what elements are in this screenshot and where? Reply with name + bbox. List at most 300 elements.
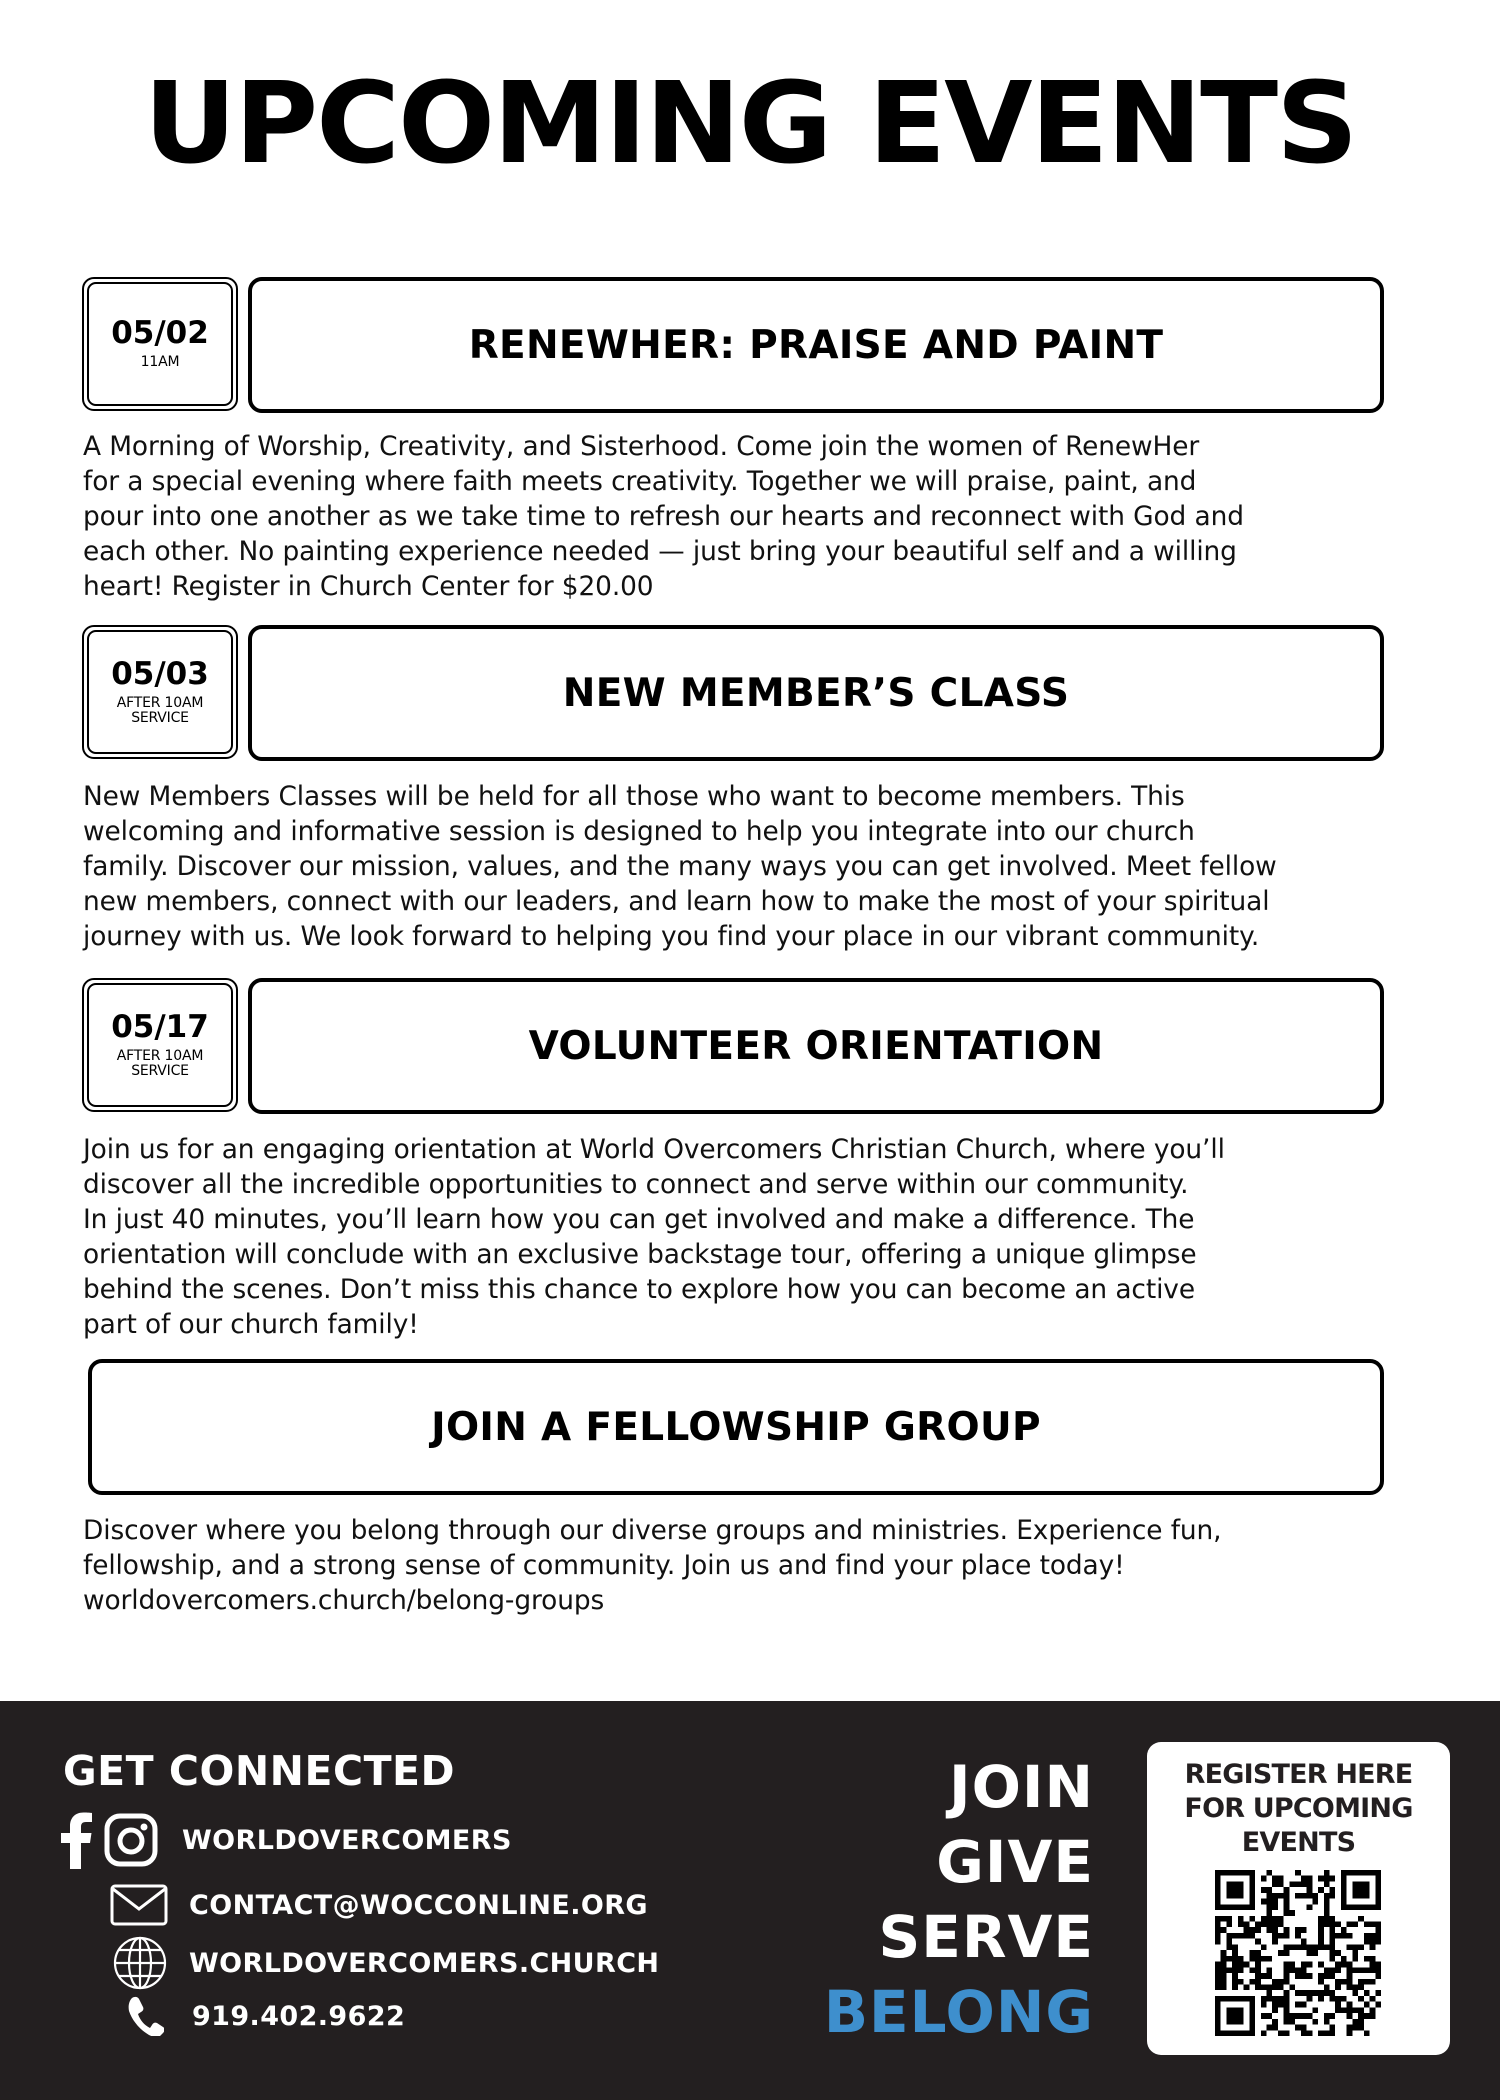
qr-module <box>1232 1956 1238 1962</box>
qr-module <box>1255 1967 1261 1973</box>
qr-register-card[interactable] <box>1147 1742 1450 2055</box>
qr-module <box>1232 2019 1238 2025</box>
qr-module <box>1261 1973 1267 1979</box>
event-time: 11AM <box>140 354 180 371</box>
qr-module <box>1364 1979 1370 1985</box>
qr-module <box>1284 1973 1290 1979</box>
qr-module <box>1232 1904 1238 1910</box>
qr-module <box>1249 1996 1255 2002</box>
qr-module <box>1312 1899 1318 1905</box>
qr-module <box>1289 2019 1295 2025</box>
qr-module <box>1324 2013 1330 2019</box>
qr-module <box>1278 2030 1284 2036</box>
qr-module <box>1249 1956 1255 1962</box>
qr-module <box>1341 1881 1347 1887</box>
qr-module <box>1307 2030 1313 2036</box>
event-title-bar <box>248 277 1384 413</box>
qr-module <box>1238 1904 1244 1910</box>
qr-module <box>1284 1899 1290 1905</box>
qr-module <box>1284 2019 1290 2025</box>
qr-module <box>1278 1984 1284 1990</box>
qr-module <box>1301 1962 1307 1968</box>
qr-module <box>1358 1996 1364 2002</box>
qr-module <box>1329 1990 1335 1996</box>
qr-module <box>1341 1927 1347 1933</box>
qr-module <box>1358 2019 1364 2025</box>
qr-module <box>1238 1933 1244 1939</box>
qr-module <box>1232 1950 1238 1956</box>
qr-module <box>1261 1996 1267 2002</box>
event-title: JOIN A FELLOWSHIP GROUP <box>431 1404 1041 1450</box>
qr-module <box>1232 2007 1238 2013</box>
qr-module <box>1226 1870 1232 1876</box>
qr-module <box>1364 1967 1370 1973</box>
qr-module <box>1352 1967 1358 1973</box>
qr-module <box>1272 1916 1278 1922</box>
qr-module <box>1238 2013 1244 2019</box>
qr-module <box>1272 1904 1278 1910</box>
qr-module <box>1226 1933 1232 1939</box>
qr-module <box>1221 1956 1227 1962</box>
qr-module <box>1347 1962 1353 1968</box>
qr-module <box>1284 1904 1290 1910</box>
slogan-join: JOIN <box>948 1753 1094 1821</box>
qr-module <box>1312 1944 1318 1950</box>
qr-module <box>1255 1956 1261 1962</box>
qr-module <box>1261 2002 1267 2008</box>
qr-module <box>1352 2025 1358 2031</box>
qr-module <box>1312 2007 1318 2013</box>
qr-module <box>1307 1893 1313 1899</box>
qr-module <box>1301 2030 1307 2036</box>
qr-module <box>1301 1973 1307 1979</box>
qr-module <box>1341 1887 1347 1893</box>
qr-module <box>1238 1916 1244 1922</box>
qr-module <box>1249 1904 1255 1910</box>
qr-module <box>1307 2013 1313 2019</box>
qr-module <box>1284 1990 1290 1996</box>
qr-module <box>1318 2030 1324 2036</box>
qr-module <box>1244 2030 1250 2036</box>
qr-module <box>1335 2002 1341 2008</box>
qr-module <box>1255 1973 1261 1979</box>
qr-module <box>1295 2013 1301 2019</box>
qr-module <box>1215 2019 1221 2025</box>
qr-module <box>1261 1916 1267 1922</box>
qr-module <box>1370 1944 1376 1950</box>
facebook-icon[interactable] <box>60 1811 92 1869</box>
event-time: AFTER 10AM SERVICE <box>116 1047 204 1079</box>
qr-module <box>1364 1881 1370 1887</box>
qr-module <box>1272 1922 1278 1928</box>
qr-module <box>1295 2025 1301 2031</box>
contact-email[interactable] <box>110 1884 648 1926</box>
qr-module <box>1232 1962 1238 1968</box>
qr-module <box>1284 1962 1290 1968</box>
qr-module <box>1221 2030 1227 2036</box>
qr-module <box>1347 2007 1353 2013</box>
qr-module <box>1347 1967 1353 1973</box>
qr-module <box>1370 1967 1376 1973</box>
qr-module <box>1341 2007 1347 2013</box>
qr-module <box>1370 1870 1376 1876</box>
qr-module <box>1215 1899 1221 1905</box>
qr-module <box>1341 1933 1347 1939</box>
qr-module <box>1215 1996 1221 2002</box>
event-description: New Members Classes will be held for all those who want to become members. This welcoming and informative session is designed to help you integrate into our church family. Discover our mission, values, and the many ways you can get involved. Meet fellow new members, connect with our leaders, and learn how to make the most of your spiritual journey with us. We look forward to helping you find your place in our vibrant community. <box>83 781 1277 952</box>
qr-module <box>1267 1927 1273 1933</box>
qr-module <box>1318 1979 1324 1985</box>
qr-module <box>1370 1939 1376 1945</box>
qr-module <box>1249 2002 1255 2008</box>
qr-module <box>1215 1939 1221 1945</box>
qr-module <box>1370 1933 1376 1939</box>
qr-module <box>1335 1950 1341 1956</box>
qr-module <box>1255 1922 1261 1928</box>
qr-module <box>1375 1876 1381 1882</box>
qr-module <box>1267 1922 1273 1928</box>
qr-module <box>1329 1944 1335 1950</box>
qr-module <box>1267 1956 1273 1962</box>
qr-module <box>1347 2002 1353 2008</box>
qr-module <box>1249 1916 1255 1922</box>
qr-module <box>1261 2030 1267 2036</box>
qr-module <box>1244 1870 1250 1876</box>
qr-module <box>1301 1990 1307 1996</box>
qr-module <box>1284 1933 1290 1939</box>
qr-module <box>1375 1933 1381 1939</box>
qr-module <box>1329 2013 1335 2019</box>
qr-module <box>1238 1893 1244 1899</box>
qr-module <box>1335 1933 1341 1939</box>
qr-module <box>1232 1893 1238 1899</box>
qr-module <box>1272 2007 1278 2013</box>
qr-module <box>1226 2030 1232 2036</box>
qr-module <box>1232 1996 1238 2002</box>
qr-module <box>1226 1967 1232 1973</box>
qr-module <box>1238 1881 1244 1887</box>
qr-module <box>1289 2013 1295 2019</box>
email-link[interactable]: CONTACT@WOCCONLINE.ORG <box>189 1889 648 1921</box>
qr-module <box>1295 1927 1301 1933</box>
qr-module <box>1215 2007 1221 2013</box>
qr-module <box>1278 1996 1284 2002</box>
qr-module <box>1341 1870 1347 1876</box>
qr-module <box>1267 1916 1273 1922</box>
qr-module <box>1307 1990 1313 1996</box>
qr-module <box>1244 1927 1250 1933</box>
qr-module <box>1295 1893 1301 1899</box>
qr-module <box>1238 1967 1244 1973</box>
qr-module <box>1324 1899 1330 1905</box>
qr-module <box>1244 1904 1250 1910</box>
qr-module <box>1278 1979 1284 1985</box>
qr-module <box>1232 1973 1238 1979</box>
qr-module <box>1341 1899 1347 1905</box>
qr-module <box>1226 2019 1232 2025</box>
qr-module <box>1221 1996 1227 2002</box>
qr-module <box>1301 2013 1307 2019</box>
qr-module <box>1295 1881 1301 1887</box>
qr-module <box>1375 1967 1381 1973</box>
qr-module <box>1352 1950 1358 1956</box>
qr-module <box>1289 1910 1295 1916</box>
qr-module <box>1324 1973 1330 1979</box>
qr-code[interactable] <box>1215 1870 1381 2036</box>
qr-module <box>1329 1876 1335 1882</box>
qr-module <box>1324 1904 1330 1910</box>
qr-module <box>1226 1916 1232 1922</box>
contact-social[interactable] <box>60 1811 512 1869</box>
qr-module <box>1238 2019 1244 2025</box>
qr-module <box>1215 1881 1221 1887</box>
slogan-serve: SERVE <box>878 1903 1094 1971</box>
qr-module <box>1261 1984 1267 1990</box>
qr-module <box>1370 2007 1376 2013</box>
qr-module <box>1284 2030 1290 2036</box>
event-title: VOLUNTEER ORIENTATION <box>528 1023 1104 1069</box>
qr-module <box>1232 1984 1238 1990</box>
event-date-box <box>82 277 238 411</box>
qr-module <box>1364 1922 1370 1928</box>
event-title-bar <box>88 1359 1384 1495</box>
qr-module <box>1255 1979 1261 1985</box>
instagram-icon[interactable] <box>104 1813 158 1867</box>
qr-module <box>1284 1910 1290 1916</box>
qr-register-label: REGISTER HERE FOR UPCOMING EVENTS <box>1184 1759 1413 1858</box>
qr-module <box>1375 1973 1381 1979</box>
qr-module <box>1329 1950 1335 1956</box>
qr-module <box>1226 1944 1232 1950</box>
qr-module <box>1329 1973 1335 1979</box>
qr-module <box>1318 1927 1324 1933</box>
qr-module <box>1284 1887 1290 1893</box>
slogan-give: GIVE <box>936 1828 1094 1896</box>
qr-module <box>1301 1939 1307 1945</box>
qr-module <box>1238 1887 1244 1893</box>
qr-module <box>1284 2007 1290 2013</box>
qr-module <box>1278 1922 1284 1928</box>
qr-module <box>1215 2030 1221 2036</box>
qr-module <box>1215 1887 1221 1893</box>
qr-module <box>1335 1996 1341 2002</box>
event-date: 05/03 <box>111 655 209 692</box>
event-title: RENEWHER: PRAISE AND PAINT <box>468 322 1164 368</box>
qr-module <box>1267 1984 1273 1990</box>
qr-module <box>1232 1881 1238 1887</box>
qr-module <box>1352 1922 1358 1928</box>
qr-module <box>1249 2007 1255 2013</box>
contact-phone[interactable] <box>128 1996 405 2036</box>
qr-module <box>1329 1927 1335 1933</box>
qr-module <box>1358 1916 1364 1922</box>
qr-module <box>1324 1893 1330 1899</box>
contact-website[interactable] <box>112 1935 659 1991</box>
qr-module <box>1272 1933 1278 1939</box>
qr-module <box>1255 1939 1261 1945</box>
qr-module <box>1238 1979 1244 1985</box>
qr-module <box>1267 1899 1273 1905</box>
qr-module <box>1215 1916 1221 1922</box>
qr-module <box>1238 1962 1244 1968</box>
qr-module <box>1324 1990 1330 1996</box>
slogan-belong: BELONG <box>823 1978 1094 2046</box>
qr-module <box>1284 1927 1290 1933</box>
qr-module <box>1375 1899 1381 1905</box>
qr-module <box>1284 2013 1290 2019</box>
qr-module <box>1284 1979 1290 1985</box>
qr-module <box>1272 1876 1278 1882</box>
qr-module <box>1352 1904 1358 1910</box>
qr-module <box>1329 2025 1335 2031</box>
qr-module <box>1324 1922 1330 1928</box>
qr-module <box>1278 1876 1284 1882</box>
qr-module <box>1364 1904 1370 1910</box>
qr-module <box>1335 1962 1341 1968</box>
qr-module <box>1226 2007 1232 2013</box>
qr-module <box>1238 1922 1244 1928</box>
qr-module <box>1284 1950 1290 1956</box>
qr-module <box>1318 1876 1324 1882</box>
qr-module <box>1364 1990 1370 1996</box>
qr-module <box>1255 1962 1261 1968</box>
qr-module <box>1329 1893 1335 1899</box>
qr-module <box>1267 1870 1273 1876</box>
qr-module <box>1301 2025 1307 2031</box>
qr-module <box>1267 1973 1273 1979</box>
qr-module <box>1312 2019 1318 2025</box>
qr-module <box>1347 1979 1353 1985</box>
qr-module <box>1370 1904 1376 1910</box>
qr-module <box>1301 1876 1307 1882</box>
qr-module <box>1215 1922 1221 1928</box>
qr-module <box>1244 1984 1250 1990</box>
qr-module <box>1249 2019 1255 2025</box>
qr-module <box>1324 1876 1330 1882</box>
qr-module <box>1358 1944 1364 1950</box>
qr-module <box>1347 1944 1353 1950</box>
qr-module <box>1278 1933 1284 1939</box>
qr-module <box>1249 1933 1255 1939</box>
qr-module <box>1324 1870 1330 1876</box>
qr-module <box>1324 1984 1330 1990</box>
qr-module <box>1347 1973 1353 1979</box>
qr-module <box>1312 1990 1318 1996</box>
qr-module <box>1278 1881 1284 1887</box>
qr-module <box>1370 2013 1376 2019</box>
qr-module <box>1284 1944 1290 1950</box>
qr-module <box>1329 1887 1335 1893</box>
qr-module <box>1318 1922 1324 1928</box>
get-connected-heading: GET CONNECTED <box>63 1747 456 1795</box>
qr-module <box>1255 1927 1261 1933</box>
qr-module <box>1364 2030 1370 2036</box>
event-description: A Morning of Worship, Creativity, and Sisterhood. Come join the women of RenewHer for a special evening where faith meets creativity. Together we will praise, paint, and pour into one another as we take time to refresh our hearts and reconnect with God and each other. No painting experience needed — just bring your beautiful self and a willing heart! Register in Church Center for $20.00 <box>83 431 1244 602</box>
qr-module <box>1341 1996 1347 2002</box>
qr-module <box>1221 1950 1227 1956</box>
qr-module <box>1226 1922 1232 1928</box>
qr-module <box>1370 1962 1376 1968</box>
qr-module <box>1249 1870 1255 1876</box>
qr-module <box>1215 1893 1221 1899</box>
qr-module <box>1375 1893 1381 1899</box>
qr-module <box>1329 1933 1335 1939</box>
qr-module <box>1255 1950 1261 1956</box>
qr-module <box>1301 2002 1307 2008</box>
qr-module <box>1307 1962 1313 1968</box>
qr-module <box>1375 1887 1381 1893</box>
qr-module <box>1221 1973 1227 1979</box>
qr-module <box>1318 1996 1324 2002</box>
qr-module <box>1324 1881 1330 1887</box>
qr-module <box>1249 1899 1255 1905</box>
qr-module <box>1375 1939 1381 1945</box>
qr-module <box>1289 1984 1295 1990</box>
qr-module <box>1352 1956 1358 1962</box>
phone-number[interactable]: 919.402.9622 <box>192 2000 406 2032</box>
qr-module <box>1295 1933 1301 1939</box>
qr-module <box>1226 1904 1232 1910</box>
qr-module <box>1272 1984 1278 1990</box>
qr-module <box>1375 1870 1381 1876</box>
qr-module <box>1244 1922 1250 1928</box>
qr-module <box>1358 2007 1364 2013</box>
qr-module <box>1295 1990 1301 1996</box>
event-date-box <box>82 978 238 1112</box>
qr-module <box>1358 1967 1364 1973</box>
qr-module <box>1215 1933 1221 1939</box>
qr-module <box>1244 1933 1250 1939</box>
qr-module <box>1267 1904 1273 1910</box>
social-handle[interactable]: WORLDOVERCOMERS <box>182 1824 512 1856</box>
qr-module <box>1352 1887 1358 1893</box>
qr-module <box>1352 2007 1358 2013</box>
page-title: UPCOMING EVENTS <box>143 59 1357 189</box>
qr-module <box>1289 1881 1295 1887</box>
qr-module <box>1358 1979 1364 1985</box>
event-date: 05/17 <box>111 1008 209 1045</box>
qr-module <box>1226 1996 1232 2002</box>
qr-module <box>1261 1944 1267 1950</box>
qr-module <box>1267 1910 1273 1916</box>
qr-module <box>1307 1887 1313 1893</box>
qr-module <box>1318 1973 1324 1979</box>
qr-module <box>1272 1927 1278 1933</box>
qr-module <box>1261 1922 1267 1928</box>
qr-module <box>1352 1990 1358 1996</box>
qr-module <box>1272 1899 1278 1905</box>
qr-module <box>1261 1887 1267 1893</box>
qr-module <box>1267 1990 1273 1996</box>
qr-module <box>1249 1979 1255 1985</box>
qr-module <box>1324 2019 1330 2025</box>
qr-module <box>1226 1893 1232 1899</box>
qr-module <box>1284 1996 1290 2002</box>
qr-module <box>1261 2013 1267 2019</box>
qr-module <box>1370 1996 1376 2002</box>
qr-module <box>1221 1984 1227 1990</box>
qr-module <box>1249 1876 1255 1882</box>
event-description: Discover where you belong through our diverse groups and ministries. Experience fun, fellowship, and a strong sense of community. Join us and find your place today! worldovercomers.church/belong-groups <box>83 1515 1222 1616</box>
footer <box>0 1701 1500 2100</box>
qr-module <box>1215 2002 1221 2008</box>
qr-module <box>1267 2025 1273 2031</box>
qr-module <box>1347 1933 1353 1939</box>
qr-module <box>1215 1876 1221 1882</box>
website-link[interactable]: WORLDOVERCOMERS.CHURCH <box>189 1947 660 1979</box>
qr-module <box>1267 1887 1273 1893</box>
qr-module <box>1324 1916 1330 1922</box>
